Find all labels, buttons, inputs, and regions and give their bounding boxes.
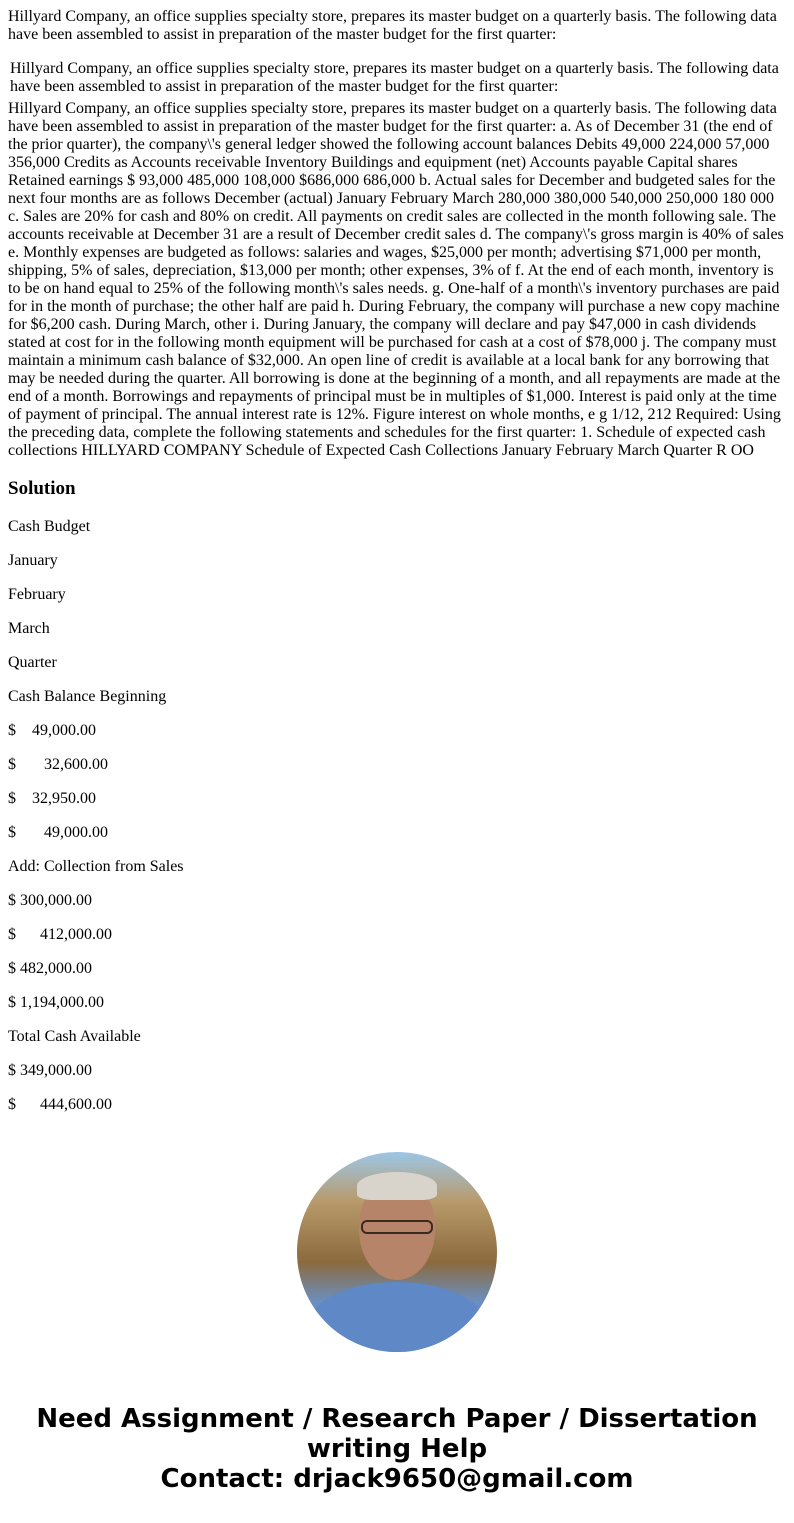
solution-row: Total Cash Available — [8, 1028, 141, 1045]
solution-row: March — [8, 620, 50, 637]
solution-row: $ 32,600.00 — [8, 756, 108, 773]
contact-email: Contact: drjack9650@gmail.com — [160, 1464, 634, 1494]
solution-row: February — [8, 586, 66, 603]
solution-row: $ 300,000.00 — [8, 892, 92, 909]
solution-rows — [8, 518, 786, 1114]
question-text: Hillyard Company, an office supplies specialty store, prepares its master budget on a quarterly basis. The following data have been assembled to assist in preparation of the master budget for the first quarter: a. As of December 31 (the end of the prior quarter), the company\'s general ledger showed the following account balances Debits 49,000 224,000 57,000 356,000 Credits as Accounts receivable Inventory Buildings and equipment (net) Accounts payable Capital shares Retained earnings $ 93,000 485,000 108,000 $686,000 686,000 b. Actual sales for December and budgeted sales for the next four months are as follows December (actual) January February March 280,000 380,000 540,000 250,000 180 000 c. Sales are 20% for cash and 80% on credit. All payments on credit sales are collected in the month following sale. The accounts receivable at December 31 are a result of December credit sales d. The company\'s gross margin is 40% of sales e. Monthly expenses are budgeted as follows: salaries and wages, $25,000 per month; advertising $71,000 per month, shipping, 5% of sales, depreciation, $13,000 per month; other expenses, 3% of f. At the end of each month, inventory is to be on hand equal to 25% of the following month\'s sales needs. g. One-half of a month\'s inventory purchases are paid for in the month of purchase; the other half are paid h. During February, the company will purchase a new copy machine for $6,200 cash. During March, other i. During January, the company will declare and pay $47,000 in cash dividends stated at cost for in the following month equipment will be purchased for cash at a cost of $78,000 j. The company must maintain a minimum cash balance of $32,000. An open line of credit is available at a local bank for any borrowing that may be needed during the quarter. All borrowing is done at the beginning of a month, and all repayments are made at the end of a month. Borrowings and repayments of principal must be in multiples of $1,000. Interest is paid only at the time of payment of principal. The annual interest rate is 12%. Figure interest on whole months, e g 1/12, 212 Required: Using the preceding data, complete the following statements and schedules for the first quarter: 1. Schedule of expected cash collections HILLYARD COMPANY Schedule of Expected Cash Collections January February March Quarter R OO — [8, 100, 784, 459]
solution-row: $ 482,000.00 — [8, 960, 92, 977]
contact-banner — [8, 1404, 786, 1494]
solution-heading: Solution — [8, 478, 76, 499]
solution-row: $ 349,000.00 — [8, 1062, 92, 1079]
author-avatar — [297, 1152, 497, 1352]
help-text: Need Assignment / Research Paper / Dissertation writing Help — [36, 1404, 758, 1464]
solution-row: $ 412,000.00 — [8, 926, 112, 943]
solution-row: $ 32,950.00 — [8, 790, 96, 807]
solution-row: Add: Collection from Sales — [8, 858, 184, 875]
solution-row: January — [8, 552, 58, 569]
solution-row: Quarter — [8, 654, 57, 671]
solution-row: $ 1,194,000.00 — [8, 994, 104, 1011]
solution-row: Cash Balance Beginning — [8, 688, 167, 705]
solution-row: $ 444,600.00 — [8, 1096, 112, 1113]
solution-row: Cash Budget — [8, 518, 91, 535]
solution-row: $ 49,000.00 — [8, 722, 96, 739]
question-image-alt: Hillyard Company, an office supplies specialty store, prepares its master budget on a quarterly basis. The following data have been assembled to assist in preparation of the master budget for the first quarter: — [10, 60, 779, 95]
solution-row: $ 49,000.00 — [8, 824, 108, 841]
intro-text: Hillyard Company, an office supplies specialty store, prepares its master budget on a quarterly basis. The following data have been assembled to assist in preparation of the master budget for the first quarter: — [8, 8, 777, 43]
